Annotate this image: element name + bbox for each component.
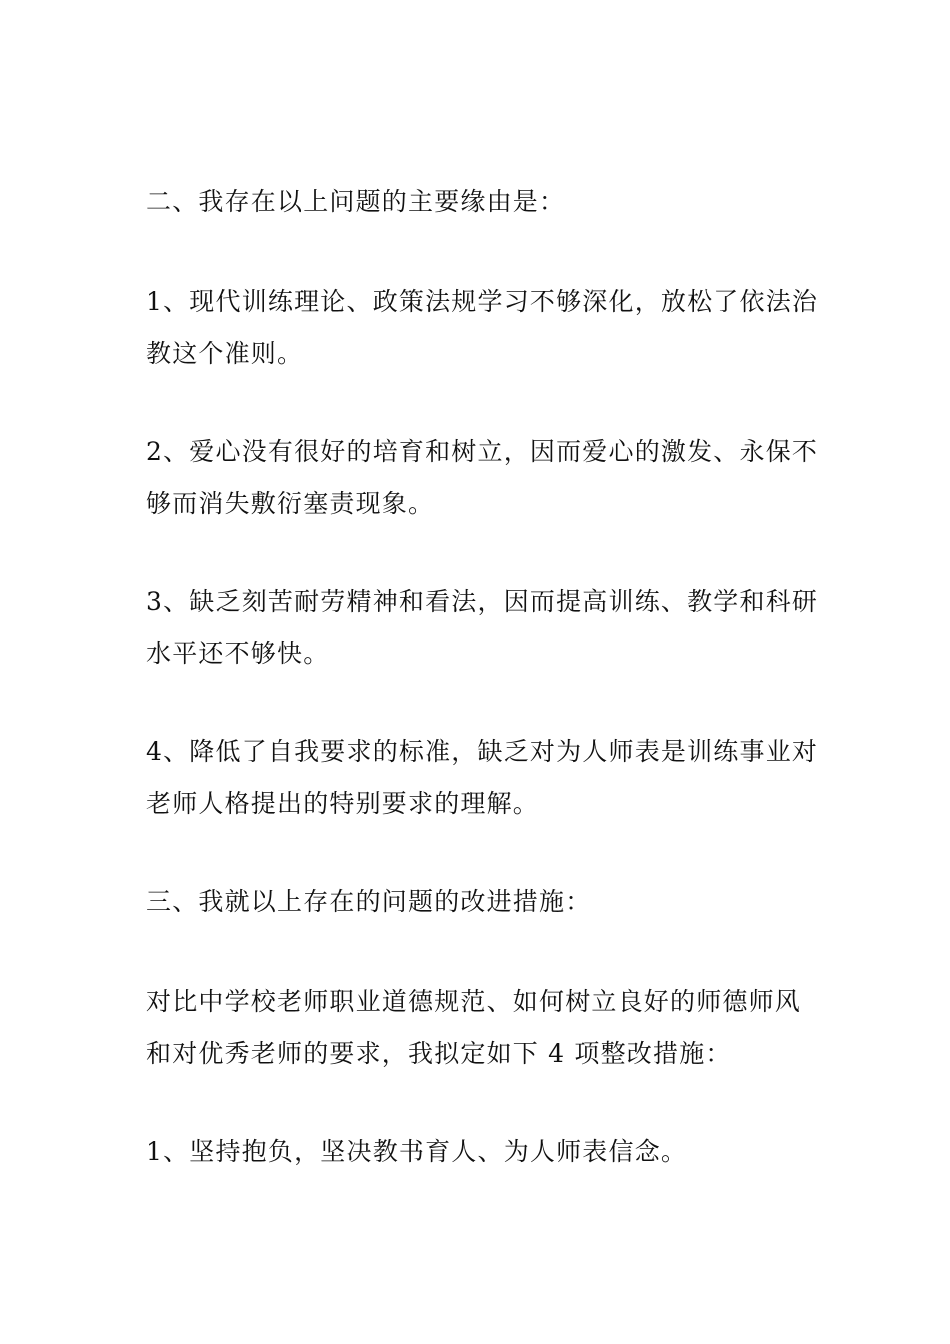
reason-1-line-2: 教这个准则。 bbox=[146, 339, 304, 368]
reason-4-line-1: 4、降低了自我要求的标准，缺乏对为人师表是训练事业对 bbox=[146, 737, 819, 766]
measure-1-line-1: 1、坚持抱负，坚决教书育人、为人师表信念。 bbox=[146, 1137, 688, 1166]
intro-line-1: 对比中学校老师职业道德规范、如何树立良好的师德师风 bbox=[146, 987, 802, 1016]
intro-line-2: 和对优秀老师的要求，我拟定如下 4 项整改措施： bbox=[146, 1039, 732, 1068]
reason-2-line-2: 够而消失敷衍塞责现象。 bbox=[146, 489, 435, 518]
reason-3-line-2: 水平还不够快。 bbox=[146, 639, 330, 668]
reason-3-line-1: 3、缺乏刻苦耐劳精神和看法，因而提高训练、教学和科研 bbox=[146, 587, 819, 616]
section-heading-two: 二、我存在以上问题的主要缘由是： bbox=[146, 187, 566, 216]
reason-4-line-2: 老师人格提出的特别要求的理解。 bbox=[146, 789, 540, 818]
reason-2-line-1: 2、爱心没有很好的培育和树立，因而爱心的激发、永保不 bbox=[146, 437, 819, 466]
reason-1-line-1: 1、现代训练理论、政策法规学习不够深化，放松了依法治 bbox=[146, 287, 819, 316]
section-heading-three: 三、我就以上存在的问题的改进措施： bbox=[146, 887, 592, 916]
